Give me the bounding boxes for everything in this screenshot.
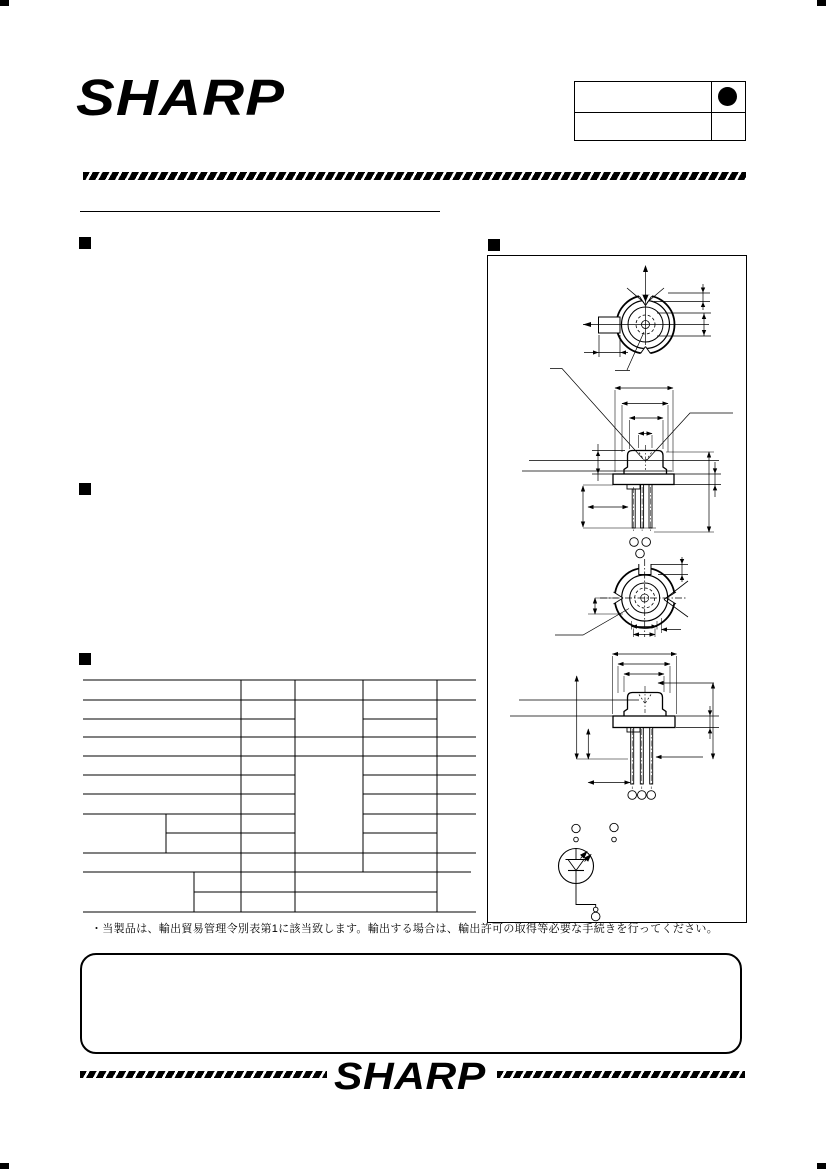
side-view-b	[510, 654, 719, 799]
outline-drawing-panel	[487, 255, 747, 923]
section-marker-square	[79, 483, 91, 495]
package-outline-drawing	[488, 256, 746, 922]
title-rule	[80, 211, 440, 212]
top-view-a	[550, 265, 733, 460]
black-dot-icon	[718, 87, 737, 106]
scan-corner-mark	[817, 0, 826, 6]
sharp-logo-top: SHARP	[76, 69, 286, 126]
top-view-b	[555, 557, 688, 637]
hatched-bar-left	[80, 1071, 327, 1078]
revision-box-divider	[575, 112, 745, 113]
laser-diode-circuit	[559, 823, 619, 921]
revision-box-divider	[711, 82, 712, 140]
hatched-bar-right	[497, 1071, 745, 1078]
side-view-a	[522, 388, 721, 558]
scan-corner-mark	[0, 0, 9, 6]
scan-corner-mark	[0, 1163, 9, 1169]
export-control-notice: ・当製品は、輸出貿易管理令別表第1に該当致します。輸出する場合は、輸出許可の取得等必要な手続きを行ってください。	[91, 923, 719, 935]
ratings-table-grid	[80, 678, 478, 914]
section-marker-square	[79, 653, 91, 665]
hatched-divider-top	[83, 172, 746, 180]
revision-box	[574, 81, 746, 141]
scan-corner-mark	[817, 1163, 826, 1169]
sharp-logo-bottom: SHARP	[334, 1056, 486, 1098]
footer-notice-box	[80, 953, 742, 1054]
section-marker-square	[79, 237, 91, 249]
section-marker-square	[488, 239, 500, 251]
